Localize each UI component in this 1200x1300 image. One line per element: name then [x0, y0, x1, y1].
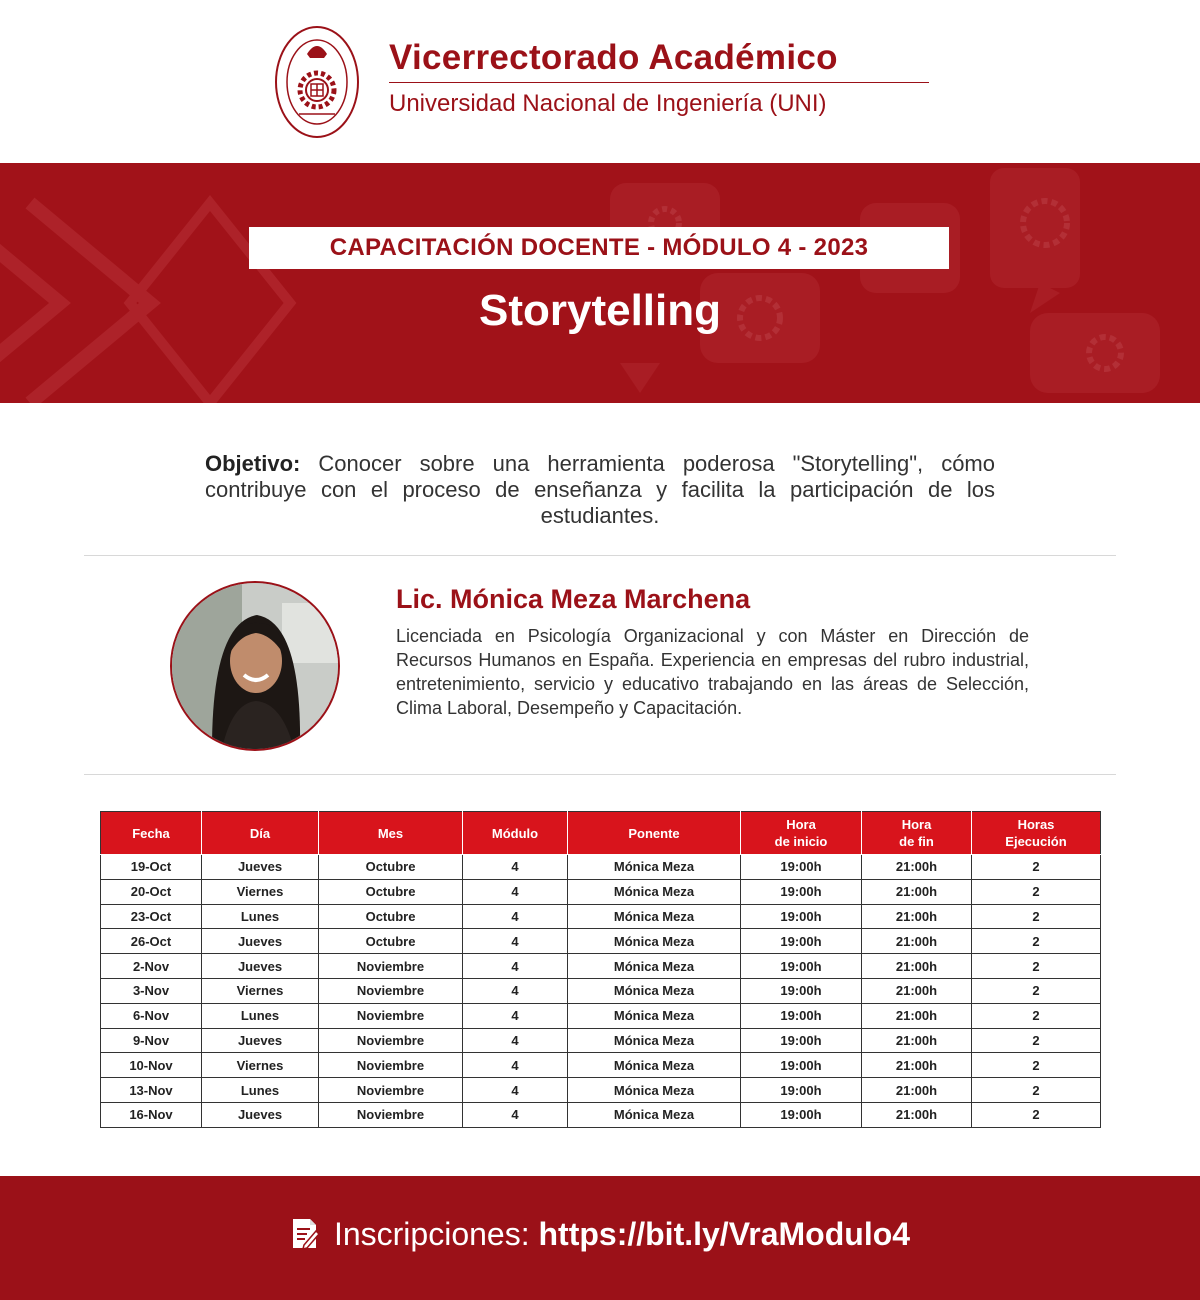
table-cell: 19:00h	[741, 1102, 862, 1127]
speaker-photo	[170, 581, 340, 751]
registration-link[interactable]: https://bit.ly/VraModulo4	[538, 1216, 911, 1252]
column-header: Día	[202, 812, 319, 855]
table-cell: 4	[463, 855, 568, 880]
table-cell: 2	[972, 1102, 1101, 1127]
table-cell: Mónica Meza	[568, 1053, 741, 1078]
table-cell: 26-Oct	[101, 929, 202, 954]
table-cell: 2	[972, 1053, 1101, 1078]
table-cell: 21:00h	[862, 904, 972, 929]
table-cell: 21:00h	[862, 1102, 972, 1127]
table-cell: 2	[972, 1003, 1101, 1028]
table-cell: 2	[972, 954, 1101, 979]
table-cell: Lunes	[202, 1003, 319, 1028]
table-cell: 9-Nov	[101, 1028, 202, 1053]
table-cell: Mónica Meza	[568, 1028, 741, 1053]
table-cell: Viernes	[202, 879, 319, 904]
speaker-bio: Licenciada en Psicología Organizacional y con Máster en Dirección de Recursos Humanos en España. Experiencia en empresas del rubro industrial, entretenimiento, servicio y educativo trabajando en las áreas de Selección, Clima Laboral, Desempeño y Capacitación.	[396, 626, 1029, 718]
table-cell: 19:00h	[741, 954, 862, 979]
table-cell: 2	[972, 929, 1101, 954]
schedule-table	[100, 811, 1101, 1128]
table-cell: Noviembre	[319, 1102, 463, 1127]
table-cell: Octubre	[319, 855, 463, 880]
header-divider	[389, 82, 929, 83]
header-subtitle: Universidad Nacional de Ingeniería (UNI)	[389, 90, 827, 117]
table-cell: Mónica Meza	[568, 904, 741, 929]
table-cell: 13-Nov	[101, 1078, 202, 1103]
table-cell: Mónica Meza	[568, 879, 741, 904]
table-cell: 21:00h	[862, 1003, 972, 1028]
table-cell: 2	[972, 879, 1101, 904]
table-cell: Jueves	[202, 1028, 319, 1053]
column-header: Ponente	[568, 812, 741, 855]
table-cell: 23-Oct	[101, 904, 202, 929]
table-cell: 2	[972, 904, 1101, 929]
column-header: Hora de fin	[862, 812, 972, 855]
table-cell: Viernes	[202, 978, 319, 1003]
table-cell: 19-Oct	[101, 855, 202, 880]
table-cell: Mónica Meza	[568, 855, 741, 880]
table-cell: 4	[463, 929, 568, 954]
table-cell: Noviembre	[319, 1053, 463, 1078]
table-row	[101, 1053, 1101, 1078]
table-cell: 4	[463, 904, 568, 929]
table-row	[101, 929, 1101, 954]
table-cell: 19:00h	[741, 978, 862, 1003]
table-cell: Jueves	[202, 855, 319, 880]
table-cell: Mónica Meza	[568, 1078, 741, 1103]
table-cell: Lunes	[202, 1078, 319, 1103]
table-cell: 4	[463, 978, 568, 1003]
table-cell: Octubre	[319, 904, 463, 929]
table-cell: Mónica Meza	[568, 1102, 741, 1127]
table-cell: Mónica Meza	[568, 929, 741, 954]
table-cell: 21:00h	[862, 954, 972, 979]
table-cell: 19:00h	[741, 929, 862, 954]
table-cell: 2	[972, 855, 1101, 880]
table-cell: 2	[972, 1028, 1101, 1053]
table-row	[101, 904, 1101, 929]
module-label: CAPACITACIÓN DOCENTE - MÓDULO 4 - 2023	[249, 227, 949, 269]
section-divider	[84, 774, 1116, 775]
university-seal-logo	[274, 24, 360, 140]
table-cell: Jueves	[202, 929, 319, 954]
table-cell: 19:00h	[741, 1078, 862, 1103]
table-row	[101, 978, 1101, 1003]
table-cell: Noviembre	[319, 1078, 463, 1103]
table-cell: 20-Oct	[101, 879, 202, 904]
table-cell: 4	[463, 954, 568, 979]
table-cell: Noviembre	[319, 954, 463, 979]
table-row	[101, 879, 1101, 904]
table-body	[101, 855, 1101, 1128]
objective-paragraph	[205, 451, 995, 529]
table-cell: 21:00h	[862, 1028, 972, 1053]
table-cell: Mónica Meza	[568, 978, 741, 1003]
table-row	[101, 1102, 1101, 1127]
table-cell: Octubre	[319, 929, 463, 954]
course-title: Storytelling	[478, 286, 722, 335]
table-cell: 10-Nov	[101, 1053, 202, 1078]
table-header-row	[101, 812, 1101, 855]
table-cell: Noviembre	[319, 1003, 463, 1028]
table-cell: 2	[972, 1078, 1101, 1103]
footer-bar	[0, 1176, 1200, 1300]
table-cell: 3-Nov	[101, 978, 202, 1003]
column-header: Horas Ejecución	[972, 812, 1101, 855]
table-cell: 19:00h	[741, 855, 862, 880]
table-cell: 6-Nov	[101, 1003, 202, 1028]
table-cell: Noviembre	[319, 978, 463, 1003]
table-row	[101, 1003, 1101, 1028]
hero-banner	[0, 163, 1200, 403]
table-cell: 21:00h	[862, 929, 972, 954]
column-header: Módulo	[463, 812, 568, 855]
table-cell: 19:00h	[741, 904, 862, 929]
table-row	[101, 855, 1101, 880]
header	[0, 0, 1200, 163]
table-cell: 21:00h	[862, 978, 972, 1003]
registration-line	[0, 1211, 1200, 1257]
table-cell: Jueves	[202, 954, 319, 979]
table-cell: 19:00h	[741, 1053, 862, 1078]
objective-label: Objetivo:	[205, 451, 301, 476]
table-cell: 4	[463, 1078, 568, 1103]
column-header: Fecha	[101, 812, 202, 855]
table-row	[101, 1028, 1101, 1053]
table-cell: 4	[463, 1003, 568, 1028]
table-cell: 2	[972, 978, 1101, 1003]
table-cell: 21:00h	[862, 879, 972, 904]
table-cell: Viernes	[202, 1053, 319, 1078]
section-divider	[84, 555, 1116, 556]
table-cell: 2-Nov	[101, 954, 202, 979]
column-header: Hora de inicio	[741, 812, 862, 855]
table-cell: Lunes	[202, 904, 319, 929]
registration-label: Inscripciones:	[333, 1216, 539, 1252]
objective-text: Conocer sobre una herramienta poderosa "Storytelling", cómo contribuye con el proceso de enseñanza y facilita la participación de los estudiantes.	[205, 451, 995, 528]
table-cell: 4	[463, 879, 568, 904]
speaker-portrait	[172, 583, 338, 749]
table-cell: 16-Nov	[101, 1102, 202, 1127]
table-cell: 4	[463, 1102, 568, 1127]
header-title: Vicerrectorado Académico	[389, 38, 838, 77]
table-cell: Jueves	[202, 1102, 319, 1127]
table-row	[101, 954, 1101, 979]
column-header: Mes	[319, 812, 463, 855]
table-cell: 4	[463, 1053, 568, 1078]
speaker-name: Lic. Mónica Meza Marchena	[396, 584, 751, 614]
table-cell: 19:00h	[741, 1028, 862, 1053]
table-cell: 21:00h	[862, 855, 972, 880]
table-cell: Mónica Meza	[568, 1003, 741, 1028]
table-cell: Octubre	[319, 879, 463, 904]
table-row	[101, 1078, 1101, 1103]
table-cell: 4	[463, 1028, 568, 1053]
table-cell: 19:00h	[741, 1003, 862, 1028]
form-edit-icon	[290, 1217, 320, 1251]
table-cell: Mónica Meza	[568, 954, 741, 979]
table-cell: Noviembre	[319, 1028, 463, 1053]
table-cell: 21:00h	[862, 1053, 972, 1078]
table-cell: 21:00h	[862, 1078, 972, 1103]
table-cell: 19:00h	[741, 879, 862, 904]
